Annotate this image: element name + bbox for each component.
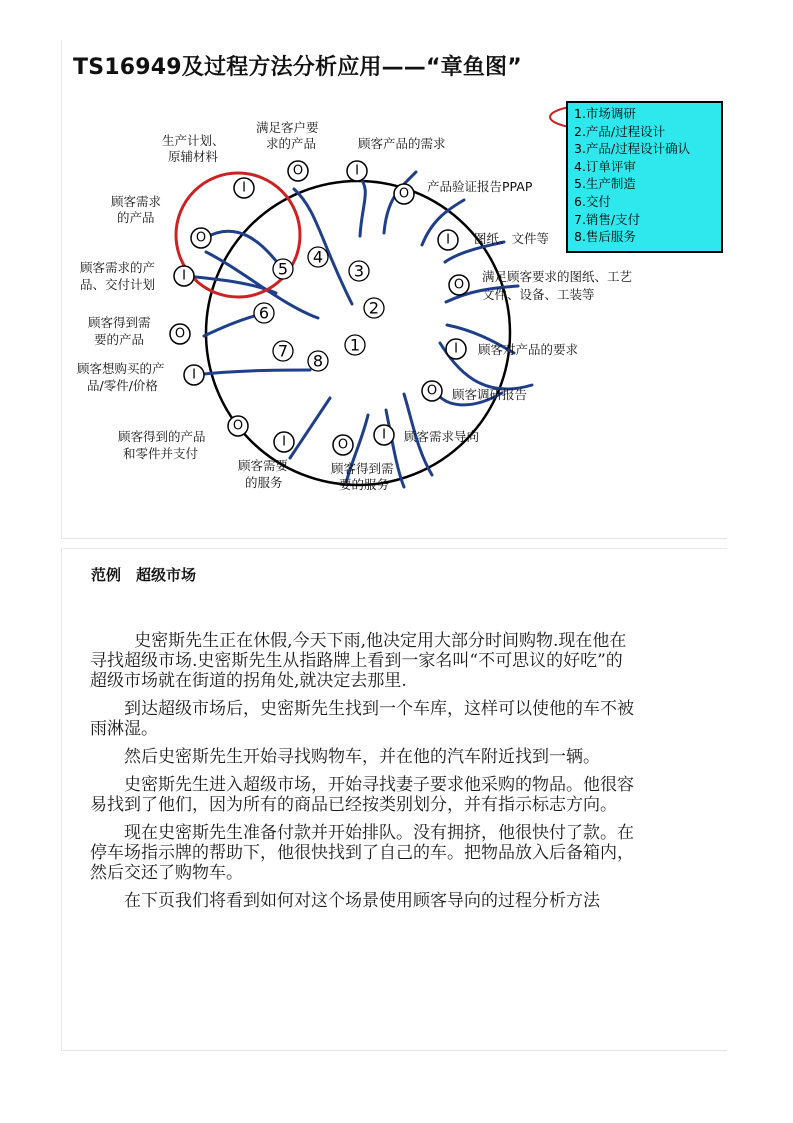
- step-number-8: [308, 351, 328, 371]
- svg-text:I: I: [446, 232, 450, 248]
- label-satisfied-product-1: 满足客户要: [256, 120, 319, 135]
- story-paragraph: 然后史密斯先生开始寻找购物车，并在他的汽车附近找到一辆。: [124, 747, 600, 767]
- label-demanded-product-1: 顾客需求: [111, 194, 162, 209]
- svg-text:O: O: [195, 230, 207, 246]
- story-paragraph: 在下页我们将看到如何对这个场景使用顾客导向的过程分析方法: [124, 891, 600, 911]
- svg-text:O: O: [398, 186, 410, 202]
- label-product-received-2: 要的产品: [94, 332, 145, 347]
- story-paragraph: 史密斯先生正在休假,今天下雨,他决定用大部分时间购物.现在他在寻找超级市场.史密斯先生从指路牌上看到一家名叫“不可思议的好吃”的超级市场就在街道的拐角处,就决定去那里.: [90, 631, 627, 691]
- story-paragraph: 现在史密斯先生准备付款并开始排队。没有拥挤，他很快付了款。在停车场指示牌的帮助下，他很快找到了自己的车。把物品放入后备箱内，然后交还了购物车。: [90, 823, 634, 883]
- step-number-3: [349, 261, 369, 281]
- label-demanded-product-2: 的产品: [117, 210, 155, 225]
- svg-text:O: O: [337, 437, 349, 453]
- svg-text:6: 6: [258, 303, 270, 323]
- step-number-6: [254, 303, 274, 323]
- svg-text:O: O: [174, 326, 186, 342]
- story-paragraph: 到达超级市场后，史密斯先生找到一个车库，这样可以使他的车不被雨淋湿。: [90, 699, 634, 739]
- svg-text:I: I: [454, 341, 458, 357]
- io-marker-3: [288, 161, 308, 181]
- step-item: 2.产品/过程设计: [574, 123, 666, 139]
- svg-text:4: 4: [312, 247, 324, 267]
- svg-text:1: 1: [349, 335, 361, 355]
- io-marker-14: [184, 365, 204, 385]
- label-service-needed-1: 顾客需要: [238, 458, 289, 473]
- example-panel: [61, 548, 727, 1051]
- label-demand-oriented: 顾客需求导向: [404, 429, 480, 444]
- io-marker-13: [228, 416, 248, 436]
- octopus-diagram-panel: [61, 40, 727, 539]
- io-marker-8: [446, 339, 466, 359]
- svg-text:O: O: [426, 383, 438, 399]
- step-item: 6.交付: [574, 193, 611, 209]
- label-drawings: 图纸、文件等: [474, 231, 550, 246]
- label-service-received-1: 顾客得到需: [331, 461, 394, 476]
- label-product-paid-2: 和零件并支付: [123, 446, 199, 461]
- io-marker-5: [394, 184, 414, 204]
- story-paragraph: 史密斯先生进入超级市场，开始寻找妻子要求他采购的物品。他很容易找到了他们，因为所有的商品已经按类别划分，并有指示标志方向。: [90, 775, 634, 815]
- page-title: TS16949及过程方法分析应用——“章鱼图”: [73, 55, 522, 80]
- svg-text:O: O: [232, 418, 244, 434]
- label-delivery-plan-2: 品、交付计划: [80, 277, 156, 292]
- step-item: 7.销售/支付: [574, 211, 641, 227]
- label-raw-materials: 原辅材料: [168, 149, 219, 164]
- io-marker-10: [374, 425, 394, 445]
- label-purchase-intent-2: 品/零件/价格: [87, 378, 158, 393]
- process-steps-legend: [566, 101, 723, 253]
- label-customer-requirements: 顾客对产品的要求: [478, 342, 579, 357]
- svg-text:5: 5: [277, 259, 289, 279]
- step-number-4: [308, 247, 328, 267]
- step-item: 3.产品/过程设计确认: [574, 141, 691, 157]
- svg-text:2: 2: [368, 298, 380, 318]
- io-marker-6: [438, 230, 458, 250]
- step-number-1: [345, 335, 365, 355]
- svg-text:I: I: [282, 434, 286, 450]
- io-marker-9: [422, 381, 442, 401]
- io-marker-7: [449, 275, 469, 295]
- io-marker-12: [274, 432, 294, 452]
- step-number-7: [273, 341, 293, 361]
- label-drawings-process-2: 文件、设备、工装等: [482, 287, 595, 302]
- svg-text:8: 8: [312, 351, 324, 371]
- label-product-received-1: 顾客得到需: [88, 315, 151, 330]
- label-customer-product-demand: 顾客产品的需求: [358, 136, 446, 151]
- example-story: [90, 631, 638, 919]
- svg-text:3: 3: [353, 261, 365, 281]
- label-purchase-intent-1: 顾客想购买的产: [77, 361, 165, 376]
- step-item: 4.订单评审: [574, 158, 636, 174]
- step-item: 1.市场调研: [574, 106, 636, 121]
- label-service-received-2: 要的服务: [339, 477, 390, 492]
- example-title: 范例 超级市场: [91, 566, 197, 584]
- svg-text:I: I: [355, 163, 359, 179]
- io-marker-11: [333, 435, 353, 455]
- label-product-paid-1: 顾客得到的产品: [118, 429, 206, 444]
- svg-text:I: I: [382, 427, 386, 443]
- svg-text:I: I: [192, 367, 196, 383]
- label-satisfied-product-2: 求的产品: [266, 136, 317, 151]
- label-delivery-plan-1: 顾客需求的产: [80, 260, 156, 275]
- io-marker-4: [347, 161, 367, 181]
- step-number-2: [364, 298, 384, 318]
- svg-text:O: O: [292, 163, 304, 179]
- svg-text:7: 7: [277, 341, 289, 361]
- step-number-5: [273, 259, 293, 279]
- svg-text:I: I: [242, 180, 246, 196]
- label-ppap: 产品验证报告PPAP: [427, 179, 533, 194]
- label-production-plan: 生产计划、: [162, 133, 225, 148]
- io-marker-15: [170, 324, 190, 344]
- label-service-needed-2: 的服务: [245, 475, 283, 490]
- svg-text:I: I: [182, 268, 186, 284]
- svg-text:O: O: [453, 277, 465, 293]
- io-marker-1: [234, 178, 254, 198]
- label-drawings-process-1: 满足顾客要求的图纸、工艺: [482, 269, 633, 284]
- io-marker-16: [174, 266, 194, 286]
- label-survey-report: 顾客调研报告: [452, 387, 528, 402]
- step-item: 5.生产制造: [574, 176, 636, 192]
- io-marker-2: [191, 228, 211, 248]
- step-item: 8.售后服务: [574, 229, 636, 245]
